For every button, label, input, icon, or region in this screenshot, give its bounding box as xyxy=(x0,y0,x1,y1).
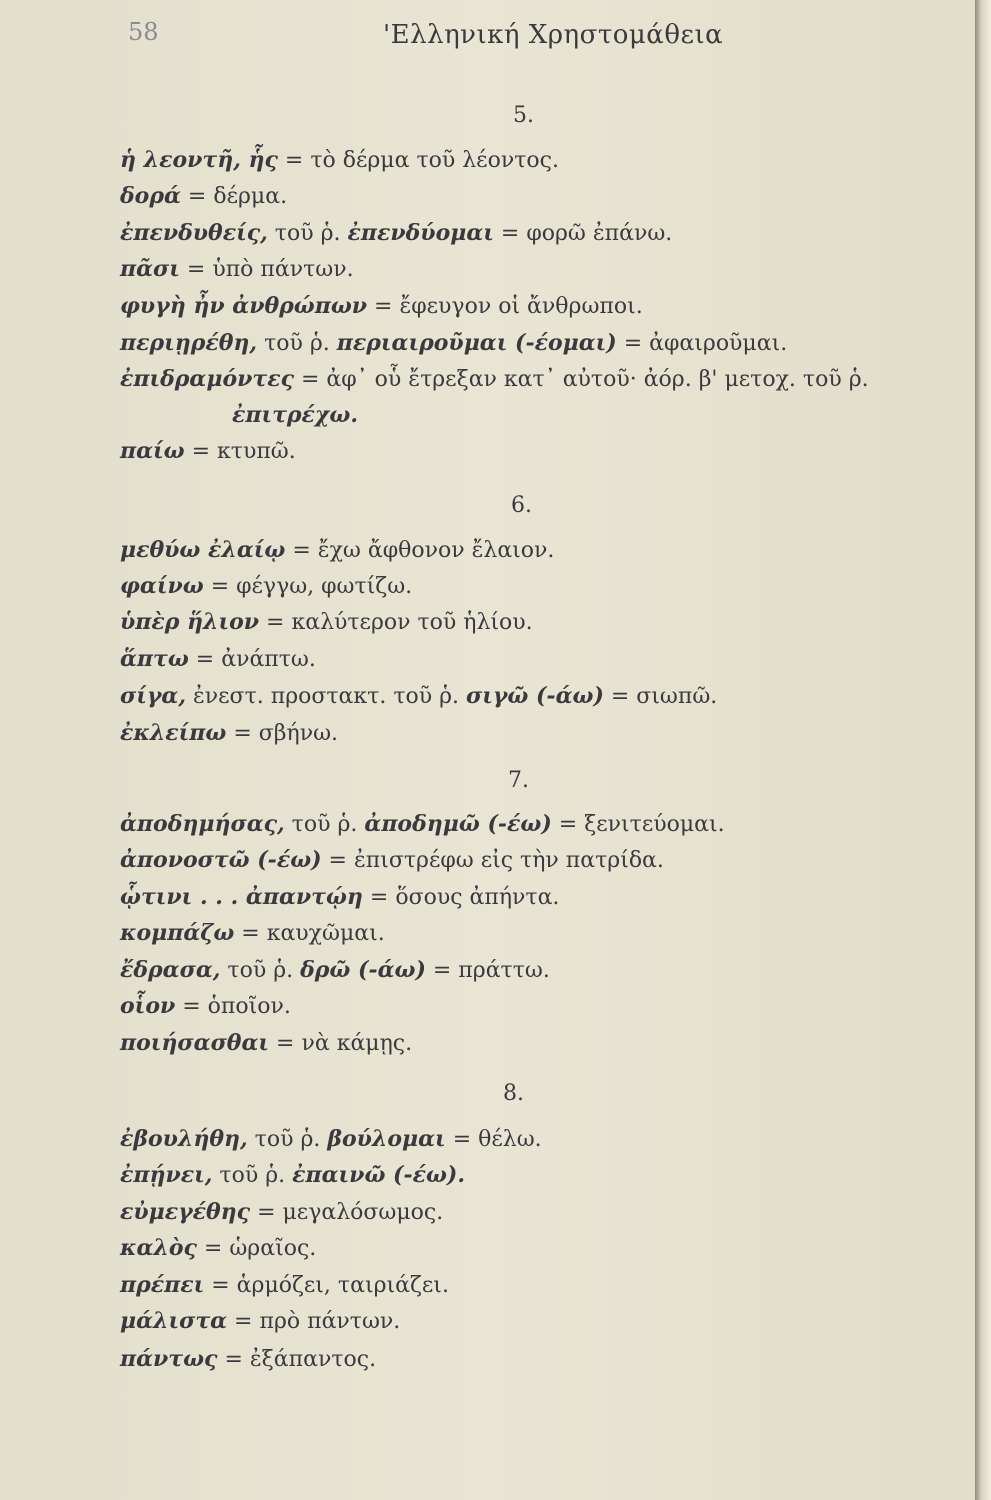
gloss-text: = καλύτερον τοῦ ἡλίου. xyxy=(259,610,533,635)
gloss-text: = φέγγω, φωτίζω. xyxy=(203,574,413,599)
gloss-text: = ἔφευγον οἱ ἄνθρωποι. xyxy=(367,294,643,319)
gloss-text: = ἐπιστρέφω εἰς τὴν πατρίδα. xyxy=(321,848,664,873)
gloss-text: = καυχῶμαι. xyxy=(234,921,385,946)
headword: ἐπιτρέχω. xyxy=(232,402,359,428)
headword: κομπάζω xyxy=(120,920,235,946)
gloss-text: = ἀφαιροῦμαι. xyxy=(616,331,788,356)
headword: εὐμεγέθης xyxy=(120,1199,251,1225)
gloss-text: τοῦ ῥ. xyxy=(257,331,337,356)
headword: ἀποδημήσας, xyxy=(120,811,285,837)
glossary-entry xyxy=(120,957,550,983)
glossary-entry xyxy=(120,1272,449,1298)
glossary-entry xyxy=(120,993,291,1019)
running-title: 'Ελληνική Χρηστομάθεια xyxy=(383,20,724,50)
gloss-text: = ὡραῖος. xyxy=(196,1236,317,1261)
section-number: 5. xyxy=(513,103,534,128)
headword: ἡ λεοντῆ, ἧς xyxy=(120,147,278,173)
headword: οἷον xyxy=(120,993,176,1019)
headword: ἐπιδραμόντες xyxy=(120,366,294,392)
glossary-entry xyxy=(120,720,338,746)
gloss-text: τοῦ ῥ. xyxy=(284,812,365,837)
gloss-text: = ὅσους ἀπήντα. xyxy=(362,885,560,910)
headword: ἐβουλήθη, xyxy=(120,1126,248,1152)
gloss-text: = ἀφ᾽ οὗ ἔτρεξαν κατ᾽ αὐτοῦ· ἀόρ. β' μετοχ. τοῦ ῥ. xyxy=(293,367,869,392)
gloss-text: τοῦ ῥ. xyxy=(247,1127,328,1152)
page-number: 58 xyxy=(128,18,159,46)
gloss-text: = τὸ δέρμα τοῦ λέοντος. xyxy=(277,148,559,173)
glossary-entry xyxy=(120,1030,412,1056)
glossary-entry xyxy=(120,847,664,873)
headword: δορά xyxy=(120,183,181,209)
gloss-text: = πρὸ πάντων. xyxy=(227,1309,401,1334)
headword: πρέπει xyxy=(120,1272,205,1298)
headword: ἐπῄνει, xyxy=(120,1162,213,1188)
headword: ᾧτινι . . . ἀπαντῴη xyxy=(120,884,363,910)
gloss-text: = ἁρμόζει, ταιριάζει. xyxy=(204,1273,449,1298)
headword: φαίνω xyxy=(120,573,204,599)
glossary-entry xyxy=(120,537,554,563)
glossary-entry xyxy=(120,220,672,246)
headword: περιῃρέθη, xyxy=(120,330,258,356)
glossary-entry xyxy=(120,183,287,209)
glossary-entry xyxy=(120,683,717,709)
headword: ἅπτω xyxy=(120,646,189,672)
glossary-entry xyxy=(120,438,296,464)
headword: ἀπονοστῶ (-έω) xyxy=(120,847,322,873)
glossary-entry xyxy=(120,147,559,173)
section-number: 7. xyxy=(508,768,529,793)
glossary-entry xyxy=(120,1199,443,1225)
page-header xyxy=(0,14,975,54)
glossary-entry xyxy=(120,609,533,635)
headword: περιαιροῦμαι (-έομαι) xyxy=(336,330,617,356)
page-edge xyxy=(975,0,991,1500)
headword: ἀποδημῶ (-έω) xyxy=(364,811,552,837)
headword: φυγὴ ἦν ἀνθρώπων xyxy=(120,293,368,319)
gloss-text: τοῦ ῥ. xyxy=(220,958,301,983)
headword: ἔδρασα, xyxy=(120,957,221,983)
headword: ὑπὲρ ἥλιον xyxy=(120,609,260,635)
headword: καλὸς xyxy=(120,1235,197,1261)
glossary-entry xyxy=(120,1346,376,1372)
headword: σίγα, xyxy=(120,683,186,709)
gloss-text: = πράττω. xyxy=(425,958,550,983)
section-number: 6. xyxy=(511,493,532,518)
glossary-entry xyxy=(120,256,354,282)
gloss-text: = κτυπῶ. xyxy=(184,439,296,464)
glossary-entry xyxy=(120,811,725,837)
glossary-entry xyxy=(120,1308,400,1334)
section-number: 8. xyxy=(503,1081,524,1106)
glossary-entry xyxy=(120,293,643,319)
glossary-entry xyxy=(120,1162,465,1188)
gloss-text: = θέλω. xyxy=(445,1127,542,1152)
headword: πάντως xyxy=(120,1346,218,1372)
gloss-text: = ξενιτεύομαι. xyxy=(551,812,725,837)
headword: μάλιστα xyxy=(120,1308,228,1334)
gloss-text: = δέρμα. xyxy=(180,184,288,209)
headword: πᾶσι xyxy=(120,256,180,282)
gloss-text: = μεγαλόσωμος. xyxy=(250,1200,444,1225)
gloss-text: = ὑπὸ πάντων. xyxy=(179,257,354,282)
gloss-text: = σβήνω. xyxy=(226,721,339,746)
gloss-text: τοῦ ῥ. xyxy=(267,221,348,246)
headword: ποιήσασθαι xyxy=(120,1030,270,1056)
gloss-text: = ὁποῖον. xyxy=(175,994,291,1019)
headword: ἐπαινῶ (-έω). xyxy=(292,1162,465,1188)
glossary-entry xyxy=(120,330,787,356)
headword: βούλομαι xyxy=(327,1126,446,1152)
glossary-entry xyxy=(120,1235,316,1261)
gloss-text: = φορῶ ἐπάνω. xyxy=(493,221,673,246)
glossary-entry xyxy=(120,646,316,672)
gloss-text: = ἀνάπτω. xyxy=(188,647,316,672)
glossary-entry xyxy=(120,573,412,599)
gloss-text: = νὰ κάμῃς. xyxy=(269,1031,413,1056)
gloss-text: = ἔχω ἄφθονον ἔλαιον. xyxy=(285,538,555,563)
glossary-entry xyxy=(232,402,358,428)
headword: παίω xyxy=(120,438,185,464)
gloss-text: ἐνεστ. προστακτ. τοῦ ῥ. xyxy=(185,684,467,709)
headword: μεθύω ἐλαίῳ xyxy=(120,537,286,563)
gloss-text: = σιωπῶ. xyxy=(603,684,718,709)
glossary-entry xyxy=(120,884,559,910)
headword: σιγῶ (-άω) xyxy=(466,683,604,709)
glossary-entry xyxy=(120,920,385,946)
gloss-text: τοῦ ῥ. xyxy=(212,1163,293,1188)
headword: ἐπενδυθείς, xyxy=(120,220,268,246)
gloss-text: = ἐξάπαντος. xyxy=(217,1347,377,1372)
glossary-entry xyxy=(120,1126,542,1152)
headword: ἐπενδύομαι xyxy=(347,220,494,246)
headword: ἐκλείπω xyxy=(120,720,227,746)
glossary-entry xyxy=(120,366,869,392)
headword: δρῶ (-άω) xyxy=(300,957,426,983)
